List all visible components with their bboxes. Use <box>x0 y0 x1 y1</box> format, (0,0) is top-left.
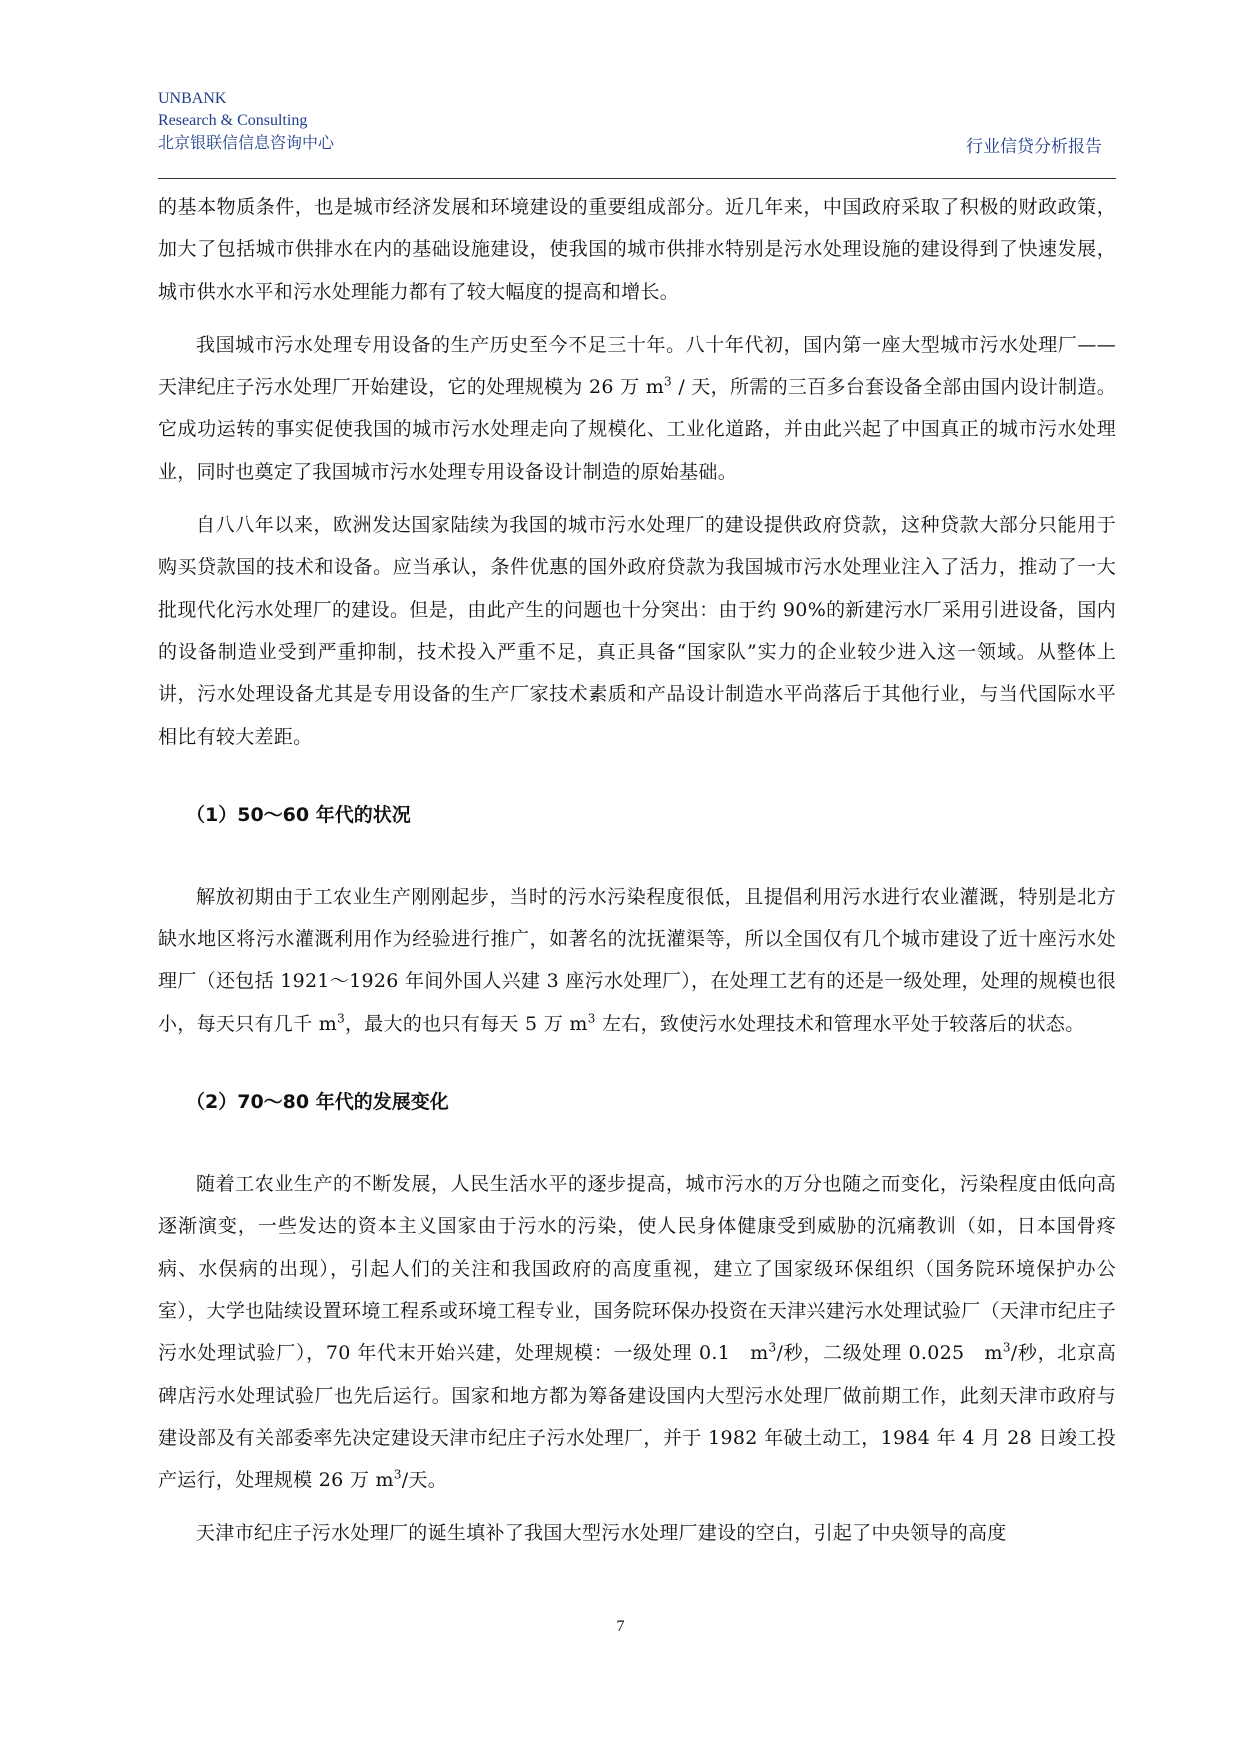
paragraph-2-text-b: / 天，所需的三百多台套设备全部由国内设计制造。它成功运转的事实促使我国的城市污水处理走向了规模化、工业化道路，并由此兴起了中国真正的城市污水处理业，同时也奠定了我国城市污水处理专用设备设计制造的原始基础。 <box>158 376 1116 483</box>
brand-name: UNBANK <box>158 90 227 107</box>
brand-chinese-name: 北京银联信信息咨询中心 <box>158 133 335 152</box>
paragraph-4-text-b: ，最大的也只有每天 5 万 m <box>345 1012 588 1035</box>
paragraph-2-text-a: 我国城市污水处理专用设备的生产历史至今不足三十年。八十年代初，国内第一座大型城市污水处理厂——天津纪庄子污水处理厂开始建设，它的处理规模为 26 万 m <box>158 333 1116 399</box>
paragraph-5-text-b: /秒，二级处理 0.025 m <box>776 1342 1003 1365</box>
paragraph-4-text-c: 左右，致使污水处理技术和管理水平处于较落后的状态。 <box>595 1012 1085 1035</box>
paragraph-5-text-a: 随着工农业生产的不断发展，人民生活水平的逐步提高，城市污水的万分也随之而变化，污染程度由低向高逐渐演变，一些发达的资本主义国家由于污水的污染，使人民身体健康受到威胁的沉痛教训（如，日本国骨疼病、水俣病的出现），引起人们的关注和我国政府的高度重视，建立了国家级环保组织（国务院环境保护办公室），大学也陆续设置环境工程系或环境工程专业，国务院环保办投资在天津兴建污水处理试验厂（天津市纪庄子污水处理试验厂），70 年代末开始兴建，处理规模：一级处理 0.1 m <box>158 1173 1116 1365</box>
superscript-cubic: 3 <box>337 1011 345 1026</box>
paragraph-5 <box>158 1163 1116 1501</box>
paragraph-5-text-c: /秒，北京高碑店污水处理试验厂也先后运行。国家和地方都为筹备建设国内大型污水处理厂做前期工作，此刻天津市政府与建设部及有关部委率先决定建设天津市纪庄子污水处理厂，并于 1982 年破土动工，1984 年 4 月 28 日竣工投产运行，处理规模 26 万 m <box>158 1342 1117 1492</box>
brand-subtitle: Research & Consulting <box>158 112 308 129</box>
document-body <box>158 186 1116 1555</box>
superscript-cubic: 3 <box>664 374 672 389</box>
paragraph-1: 的基本物质条件，也是城市经济发展和环境建设的重要组成部分。近几年来，中国政府采取了积极的财政政策，加大了包括城市供排水在内的基础设施建设，使我国的城市供排水特别是污水处理设施的建设得到了快速发展，城市供水水平和污水处理能力都有了较大幅度的提高和增长。 <box>158 196 1116 303</box>
paragraph-2 <box>158 324 1116 493</box>
page-header <box>158 88 1116 180</box>
page-number: 7 <box>616 1618 625 1635</box>
superscript-cubic: 3 <box>1002 1340 1011 1355</box>
paragraph-4-text-a: 解放初期由于工农业生产刚刚起步，当时的污水污染程度很低，且提倡利用污水进行农业灌溉，特别是北方缺水地区将污水灌溉利用作为经验进行推广，如著名的沈抚灌渠等，所以全国仅有几个城市建设了近十座污水处理厂（还包括 1921～1926 年间外国人兴建 3 座污水处理厂），在处理工艺有的还是一级处理，处理的规模也很小，每天只有几千 m <box>158 885 1116 1035</box>
paragraph-6: 天津市纪庄子污水处理厂的诞生填补了我国大型污水处理厂建设的空白，引起了中央领导的高度 <box>196 1522 1007 1545</box>
report-type-label: 行业信贷分析报告 <box>966 137 1102 157</box>
paragraph-3: 自八八年以来，欧洲发达国家陆续为我国的城市污水处理厂的建设提供政府贷款，这种贷款大部分只能用于购买贷款国的技术和设备。应当承认，条件优惠的国外政府贷款为我国城市污水处理业注入了活力，推动了一大批现代化污水处理厂的建设。但是，由此产生的问题也十分突出：由于约 90%的新建污水厂采用引进设备，国内的设备制造业受到严重抑制，技术投入严重不足，真正具备“国家队”实力的企业较少进入这一领域。从整体上讲，污水处理设备尤其是专用设备的生产厂家技术素质和产品设计制造水平尚落后于其他行业，与当代国际水平相比有较大差距。 <box>158 514 1116 748</box>
paragraph-5-text-d: /天。 <box>401 1469 448 1492</box>
superscript-cubic: 3 <box>587 1011 596 1026</box>
superscript-cubic: 3 <box>393 1467 402 1482</box>
header-divider <box>158 178 1116 179</box>
section-heading-1: （1）50～60 年代的状况 <box>186 803 411 826</box>
paragraph-4 <box>158 876 1116 1045</box>
brand-block <box>158 88 334 154</box>
superscript-cubic: 3 <box>768 1340 777 1355</box>
section-heading-2: （2）70～80 年代的发展变化 <box>186 1091 449 1114</box>
